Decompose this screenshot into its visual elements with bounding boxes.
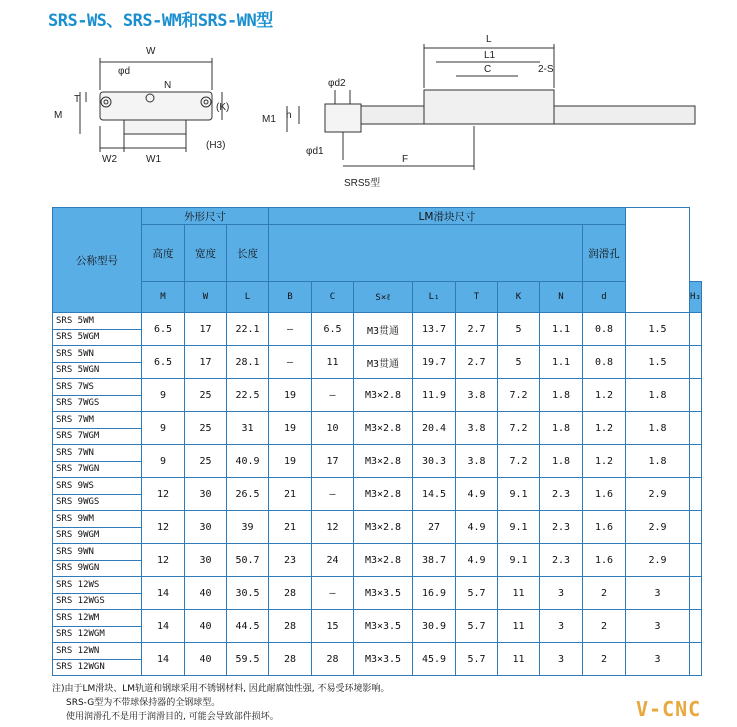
value-cell: M3×2.8 <box>354 511 413 544</box>
value-cell: 4.9 <box>456 544 498 577</box>
model-name: SRS 7WN <box>56 447 94 458</box>
value-cell: 11 <box>312 346 354 379</box>
model-name: SRS 12WN <box>56 645 100 656</box>
value-cell: 44.5 <box>227 610 269 643</box>
value-cell: 1.5 <box>626 313 690 346</box>
symbol-l: L <box>227 282 269 313</box>
value-cell: 19 <box>269 379 312 412</box>
value-cell: 1.5 <box>626 346 690 379</box>
value-cell: 26.5 <box>227 478 269 511</box>
value-cell: 6.5 <box>312 313 354 346</box>
value-cell: 13.7 <box>413 313 456 346</box>
table-row <box>53 313 702 346</box>
value-cell: 2.7 <box>456 346 498 379</box>
blank-cell <box>690 577 702 610</box>
label-w1: W1 <box>146 154 161 165</box>
symbol-d: d <box>583 282 626 313</box>
value-cell: 14 <box>142 577 185 610</box>
value-cell: 19 <box>269 445 312 478</box>
table-row <box>53 445 702 478</box>
value-cell: 0.8 <box>583 346 626 379</box>
value-cell: 10 <box>312 412 354 445</box>
symbol-w: W <box>185 282 227 313</box>
model-name: SRS 9WGS <box>53 494 141 510</box>
label-c: C <box>484 64 492 75</box>
value-cell: 12 <box>142 478 185 511</box>
note-1: 注)由于LM滑块、LM轨道和钢球采用不锈钢材料, 因此耐腐蚀性强, 不易受环境影响。 <box>52 684 390 694</box>
table-row <box>53 412 702 445</box>
value-cell: 28 <box>269 577 312 610</box>
value-cell: 28 <box>269 610 312 643</box>
value-cell: 9 <box>142 379 185 412</box>
value-cell: 17 <box>185 346 227 379</box>
value-cell: — <box>269 313 312 346</box>
value-cell: 3.8 <box>456 445 498 478</box>
model-name: SRS 12WS <box>56 579 100 590</box>
symbol-n: N <box>540 282 583 313</box>
model-name: SRS 5WGN <box>53 362 141 378</box>
value-cell: 45.9 <box>413 643 456 676</box>
model-cell <box>53 313 142 346</box>
blank-cell <box>690 511 702 544</box>
value-cell: — <box>269 346 312 379</box>
value-cell: 31 <box>227 412 269 445</box>
value-cell: 1.2 <box>583 412 626 445</box>
model-name: SRS 7WM <box>56 414 94 425</box>
value-cell: 1.8 <box>540 445 583 478</box>
value-cell: 39 <box>227 511 269 544</box>
value-cell: 3 <box>540 577 583 610</box>
value-cell: M3×3.5 <box>354 643 413 676</box>
value-cell: 21 <box>269 511 312 544</box>
model-name: SRS 7WGM <box>53 428 141 444</box>
page-title: SRS-WS、SRS-WM和SRS-WN型 <box>48 11 273 31</box>
value-cell: 3 <box>626 577 690 610</box>
header-blank <box>626 208 690 313</box>
value-cell: M3×2.8 <box>354 379 413 412</box>
value-cell: 2.3 <box>540 478 583 511</box>
blank-cell <box>690 379 702 412</box>
value-cell: 3 <box>626 610 690 643</box>
value-cell: 30.3 <box>413 445 456 478</box>
model-name: SRS 7WGS <box>53 395 141 411</box>
model-cell <box>53 544 142 577</box>
value-cell: 30 <box>185 478 227 511</box>
model-cell <box>53 445 142 478</box>
header-model: 公称型号 <box>53 208 142 313</box>
value-cell: 1.8 <box>626 412 690 445</box>
model-cell <box>53 478 142 511</box>
value-cell: 9.1 <box>498 511 540 544</box>
value-cell: 2.7 <box>456 313 498 346</box>
value-cell: 9.1 <box>498 544 540 577</box>
value-cell: M3×2.8 <box>354 412 413 445</box>
value-cell: 2 <box>583 577 626 610</box>
value-cell: 9 <box>142 445 185 478</box>
table-row <box>53 643 702 676</box>
label-t: T <box>74 94 81 105</box>
label-f: F <box>402 154 409 165</box>
value-cell: 3 <box>540 643 583 676</box>
spec-table-body <box>53 313 702 676</box>
model-name: SRS 12WGS <box>53 593 141 609</box>
model-name: SRS 12WGM <box>53 626 141 642</box>
value-cell: 5 <box>498 313 540 346</box>
value-cell: 11.9 <box>413 379 456 412</box>
value-cell: 1.2 <box>583 379 626 412</box>
table-row <box>53 610 702 643</box>
model-name: SRS 5WGM <box>53 329 141 345</box>
label-2s: 2-S <box>538 64 554 75</box>
value-cell: 1.8 <box>626 379 690 412</box>
value-cell: 12 <box>142 511 185 544</box>
value-cell: 5.7 <box>456 643 498 676</box>
label-phi-d2: φd2 <box>328 78 346 89</box>
value-cell: 23 <box>269 544 312 577</box>
label-w2: W2 <box>102 154 117 165</box>
symbol-t: T <box>456 282 498 313</box>
value-cell: 1.8 <box>540 379 583 412</box>
value-cell: 5 <box>498 346 540 379</box>
table-row <box>53 379 702 412</box>
value-cell: 4.9 <box>456 511 498 544</box>
value-cell: 40.9 <box>227 445 269 478</box>
value-cell: 7.2 <box>498 379 540 412</box>
model-name: SRS 9WN <box>56 546 94 557</box>
label-l1: L1 <box>484 50 496 61</box>
value-cell: 2.9 <box>626 544 690 577</box>
label-k: (K) <box>216 102 230 113</box>
model-cell <box>53 346 142 379</box>
model-name: SRS 7WGN <box>53 461 141 477</box>
symbol-m: M <box>142 282 185 313</box>
blank-cell <box>690 478 702 511</box>
value-cell: 1.6 <box>583 544 626 577</box>
value-cell: 21 <box>269 478 312 511</box>
diagram-caption: SRS5型 <box>344 178 381 189</box>
value-cell: 1.8 <box>540 412 583 445</box>
symbol-c: C <box>312 282 354 313</box>
value-cell: 25 <box>185 379 227 412</box>
value-cell: 7.2 <box>498 445 540 478</box>
value-cell: 11 <box>498 643 540 676</box>
value-cell: 15 <box>312 610 354 643</box>
note-2: SRS-G型为不带球保持器的全钢球型。 <box>66 698 221 708</box>
value-cell: 4.9 <box>456 478 498 511</box>
header-width: 宽度 <box>185 225 227 282</box>
symbol-h3: H₃ <box>690 282 702 313</box>
value-cell: 14 <box>142 610 185 643</box>
header-lm-spacer <box>269 225 583 282</box>
value-cell: 40 <box>185 610 227 643</box>
notes <box>52 682 390 724</box>
label-phi-d1: φd1 <box>306 146 324 157</box>
value-cell: 7.2 <box>498 412 540 445</box>
value-cell: 28 <box>269 643 312 676</box>
blank-cell <box>690 544 702 577</box>
model-name: SRS 5WM <box>56 315 94 326</box>
value-cell: 1.6 <box>583 511 626 544</box>
label-l: L <box>486 34 492 45</box>
value-cell: M3×3.5 <box>354 610 413 643</box>
label-w: W <box>146 46 156 57</box>
symbol-s: S×ℓ <box>354 282 413 313</box>
value-cell: 30.9 <box>413 610 456 643</box>
table-row <box>53 511 702 544</box>
header-outer-dims: 外形尺寸 <box>142 208 269 225</box>
value-cell: 1.6 <box>583 478 626 511</box>
value-cell: 22.1 <box>227 313 269 346</box>
spec-table <box>52 207 702 676</box>
value-cell: 1.1 <box>540 346 583 379</box>
value-cell: 20.4 <box>413 412 456 445</box>
value-cell: 3 <box>540 610 583 643</box>
dimension-drawing <box>40 30 737 200</box>
symbol-b: B <box>269 282 312 313</box>
table-row <box>53 346 702 379</box>
value-cell: 6.5 <box>142 346 185 379</box>
blank-cell <box>690 610 702 643</box>
model-name: SRS 5WN <box>56 348 94 359</box>
value-cell: 1.2 <box>583 445 626 478</box>
value-cell: 25 <box>185 445 227 478</box>
table-row <box>53 577 702 610</box>
value-cell: M3贯通 <box>354 346 413 379</box>
value-cell: 40 <box>185 577 227 610</box>
blank-cell <box>690 313 702 346</box>
label-h: h <box>286 110 292 121</box>
value-cell: 25 <box>185 412 227 445</box>
value-cell: 30 <box>185 511 227 544</box>
value-cell: — <box>312 577 354 610</box>
model-name: SRS 12WGN <box>53 659 141 675</box>
value-cell: 38.7 <box>413 544 456 577</box>
value-cell: — <box>312 478 354 511</box>
header-height: 高度 <box>142 225 185 282</box>
value-cell: M3×2.8 <box>354 478 413 511</box>
value-cell: 3.8 <box>456 412 498 445</box>
value-cell: 3.8 <box>456 379 498 412</box>
blank-cell <box>690 412 702 445</box>
table-row <box>53 544 702 577</box>
value-cell: 30.5 <box>227 577 269 610</box>
value-cell: 5.7 <box>456 577 498 610</box>
header-lm-block-dims: LM滑块尺寸 <box>269 208 626 225</box>
model-cell <box>53 643 142 676</box>
value-cell: M3×2.8 <box>354 544 413 577</box>
value-cell: M3贯通 <box>354 313 413 346</box>
value-cell: 50.7 <box>227 544 269 577</box>
value-cell: 17 <box>312 445 354 478</box>
value-cell: 14 <box>142 643 185 676</box>
label-phi-d: φd <box>118 66 131 77</box>
value-cell: 11 <box>498 577 540 610</box>
value-cell: M3×2.8 <box>354 445 413 478</box>
dimension-diagram <box>40 30 737 200</box>
value-cell: 14.5 <box>413 478 456 511</box>
value-cell: 1.1 <box>540 313 583 346</box>
value-cell: 2.9 <box>626 478 690 511</box>
value-cell: 1.8 <box>626 445 690 478</box>
value-cell: 16.9 <box>413 577 456 610</box>
label-n: N <box>164 80 172 91</box>
value-cell: 12 <box>312 511 354 544</box>
value-cell: M3×3.5 <box>354 577 413 610</box>
model-name: SRS 9WGN <box>53 560 141 576</box>
blank-cell <box>690 346 702 379</box>
value-cell: 12 <box>142 544 185 577</box>
brand-logo: V-CNC <box>636 697 702 721</box>
value-cell: 11 <box>498 610 540 643</box>
table-row <box>53 478 702 511</box>
value-cell: 59.5 <box>227 643 269 676</box>
value-cell: 22.5 <box>227 379 269 412</box>
value-cell: 17 <box>185 313 227 346</box>
value-cell: 2 <box>583 610 626 643</box>
model-name: SRS 9WS <box>56 480 94 491</box>
model-cell <box>53 379 142 412</box>
value-cell: 0.8 <box>583 313 626 346</box>
model-name: SRS 12WM <box>56 612 100 623</box>
note-3: 使用润滑孔不是用于润滑目的, 可能会导致部件损坏。 <box>66 712 279 722</box>
value-cell: 28.1 <box>227 346 269 379</box>
value-cell: 40 <box>185 643 227 676</box>
model-cell <box>53 610 142 643</box>
label-m: M <box>54 110 63 121</box>
value-cell: 27 <box>413 511 456 544</box>
value-cell: 6.5 <box>142 313 185 346</box>
value-cell: — <box>312 379 354 412</box>
header-lube-hole: 润滑孔 <box>583 225 626 282</box>
blank-cell <box>690 445 702 478</box>
model-cell <box>53 577 142 610</box>
value-cell: 19.7 <box>413 346 456 379</box>
value-cell: 2.3 <box>540 511 583 544</box>
model-name: SRS 9WM <box>56 513 94 524</box>
symbol-k: K <box>498 282 540 313</box>
value-cell: 28 <box>312 643 354 676</box>
value-cell: 9 <box>142 412 185 445</box>
blank-cell <box>690 643 702 676</box>
value-cell: 24 <box>312 544 354 577</box>
label-m1: M1 <box>262 114 276 125</box>
value-cell: 2.3 <box>540 544 583 577</box>
model-cell <box>53 511 142 544</box>
value-cell: 19 <box>269 412 312 445</box>
model-name: SRS 7WS <box>56 381 94 392</box>
header-length: 长度 <box>227 225 269 282</box>
model-name: SRS 9WGM <box>53 527 141 543</box>
model-cell <box>53 412 142 445</box>
value-cell: 2 <box>583 643 626 676</box>
symbol-l1: L₁ <box>413 282 456 313</box>
value-cell: 30 <box>185 544 227 577</box>
value-cell: 5.7 <box>456 610 498 643</box>
value-cell: 9.1 <box>498 478 540 511</box>
value-cell: 3 <box>626 643 690 676</box>
label-h3: (H3) <box>206 140 226 151</box>
value-cell: 2.9 <box>626 511 690 544</box>
